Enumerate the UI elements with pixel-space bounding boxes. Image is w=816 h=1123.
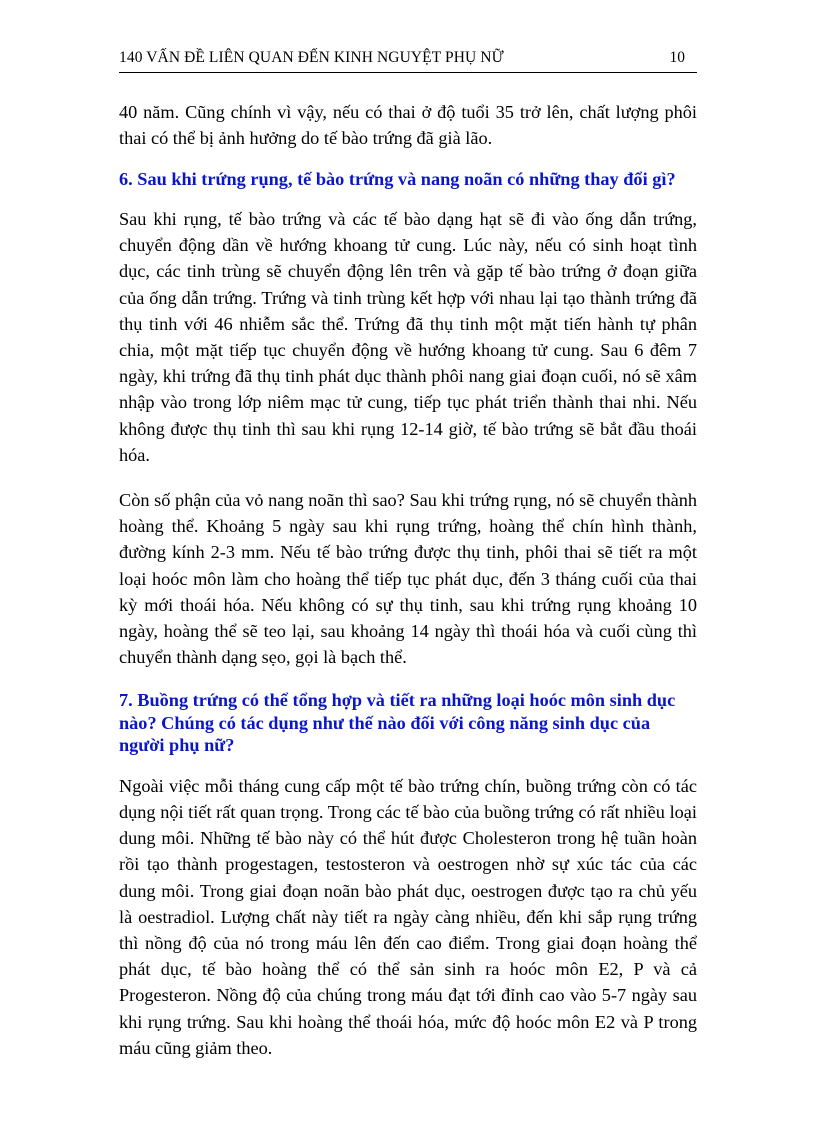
section-heading-6: 6. Sau khi trứng rụng, tế bào trứng và nang noãn có những thay đổi gì? [119, 169, 676, 190]
section-heading-7: 7. Buồng trứng có thể tổng hợp và tiết ra những loại hoóc môn sinh dục nào? Chúng có tác dụng như thế nào đối với công năng sinh dục của người phụ nữ? [119, 690, 676, 756]
paragraph-7: Ngoài việc mỗi tháng cung cấp một tế bào trứng chín, buồng trứng còn có tác dụng nội tiết rất quan trọng. Trong các tế bào của buồng trứng có rất nhiều loại dung môi. Những tế bào này có thể hút được Cholesteron trong hệ tuần hoàn rồi tạo thành progestagen, testosteron và oestrogen nhờ sự xúc tác của các dung môi. Trong giai đoạn noãn bào phát dục, oestrogen được tạo ra chủ yếu là oestradiol. Lượng chất này tiết ra ngày càng nhiều, đến khi sắp rụng trứng thì nồng độ của nó trong máu lên đến cao điểm. Trong giai đoạn hoàng thể phát dục, tế bào hoàng thể có thể sản sinh ra hoóc môn E2, P và cả Progesteron. Nồng độ của chúng trong máu đạt tới đỉnh cao vào 5-7 ngày sau khi rụng trứng. Sau khi hoàng thể thoái hóa, mức độ hoóc môn E2 và P trong máu cũng giảm theo. [119, 775, 697, 1058]
header-title: 140 VẤN ĐỀ LIÊN QUAN ĐẾN KINH NGUYỆT PHỤ NỮ [119, 49, 504, 66]
page-number: 10 [669, 49, 685, 66]
paragraph-6a: Sau khi rụng, tế bào trứng và các tế bào dạng hạt sẽ đi vào ống dẫn trứng, chuyển động dần về hướng khoang tử cung. Lúc này, nếu có sinh hoạt tình dục, các tinh trùng sẽ chuyển động lên trên và gặp tế bào trứng ở đoạn giữa của ống dẫn trứng. Trứng và tinh trùng kết hợp với nhau lại tạo thành trứng đã thụ tinh với 46 nhiễm sắc thể. Trứng đã thụ tinh một mặt tiến hành tự phân chia, một mặt tiếp tục chuyển động về hướng khoang tử cung. Sau 6 đêm 7 ngày, khi trứng đã thụ tinh phát dục thành phôi nang giai đoạn cuối, nó sẽ xâm nhập vào trong lớp niêm mạc tử cung, tiếp tục phát triển thành thai nhi. Nếu không được thụ tinh thì sau khi rụng 12-14 giờ, tế bào trứng sẽ bắt đầu thoái hóa. [119, 208, 697, 465]
paragraph-intro: 40 năm. Cũng chính vì vậy, nếu có thai ở độ tuổi 35 trở lên, chất lượng phôi thai có thể bị ảnh hưởng do tế bào trứng đã già lão. [119, 102, 697, 149]
body-text [119, 99, 697, 1061]
running-header [119, 46, 697, 73]
paragraph-6b: Còn số phận của vỏ nang noãn thì sao? Sau khi trứng rụng, nó sẽ chuyển thành hoàng thể. Khoảng 5 ngày sau khi rụng trứng, hoàng thể chín hình thành, đường kính 2-3 mm. Nếu tế bào trứng được thụ tinh, phôi thai sẽ tiết ra một loại hoóc môn làm cho hoàng thể tiếp tục phát dục, đến 3 tháng cuối của thai kỳ mới thoái hóa. Nếu không có sự thụ tinh, sau khi trứng rụng khoảng 10 ngày, hoàng thể sẽ teo lại, sau khoảng 14 ngày thì thoái hóa và cuối cùng thì chuyển thành dạng sẹo, gọi là bạch thể. [119, 489, 697, 668]
